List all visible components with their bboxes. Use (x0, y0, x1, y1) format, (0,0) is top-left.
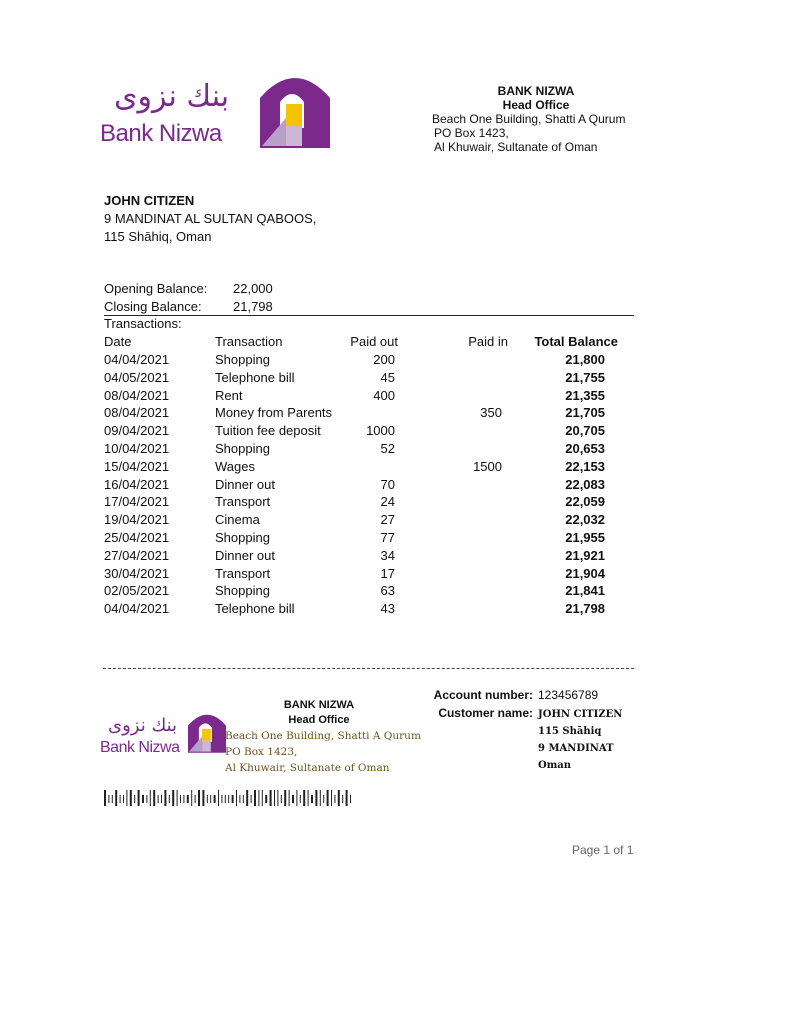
bank-address-line2: PO Box 1423, (434, 126, 509, 140)
transactions-header-row (0, 333, 791, 351)
cell-total-balance: 21,800 (565, 352, 605, 367)
cell-date: 16/04/2021 (104, 476, 170, 492)
customer-address-line1: 9 MANDINAT AL SULTAN QABOOS, (104, 211, 317, 226)
cell-paid-out: 52 (380, 441, 395, 456)
cell-paid-out: 45 (380, 369, 395, 385)
bank-header (432, 84, 632, 154)
slip-logo-arabic-text: بنك نزوى (108, 715, 178, 736)
cell-paid-in: 1500 (473, 458, 502, 474)
bank-arch-icon (260, 68, 330, 148)
table-row (0, 422, 791, 440)
cell-date: 25/04/2021 (104, 530, 170, 545)
account-number-label: Account number: (433, 688, 533, 702)
cell-paid-out: 17 (380, 565, 395, 581)
cell-paid-out: 77 (380, 530, 395, 545)
table-row (0, 582, 791, 600)
table-row (0, 476, 791, 494)
cell-transaction: Telephone bill (215, 601, 295, 617)
page-number: Page 1 of 1 (572, 843, 634, 857)
table-row (0, 404, 791, 422)
slip-account-details (0, 687, 791, 777)
bank-address-line1: Beach One Building, Shatti A Qurum (432, 112, 626, 126)
cell-paid-out: 43 (380, 601, 395, 617)
cell-transaction: Tuition fee deposit (215, 423, 321, 439)
cell-paid-out: 34 (380, 547, 395, 563)
cell-total-balance: 21,798 (565, 601, 605, 617)
cell-total-balance: 22,153 (565, 458, 605, 474)
cell-transaction: Telephone bill (215, 369, 295, 385)
cell-date: 04/04/2021 (104, 352, 170, 367)
cell-total-balance: 21,355 (565, 387, 605, 403)
customer-block (104, 192, 316, 246)
table-row (0, 565, 791, 583)
cell-total-balance: 21,755 (565, 369, 605, 385)
customer-address-line2: 115 Shāhiq, Oman (104, 229, 212, 244)
header-paid-in: Paid in (468, 334, 508, 349)
table-row (0, 351, 791, 369)
bank-name: BANK NIZWA (497, 84, 575, 98)
cell-date: 04/04/2021 (104, 601, 170, 617)
header-date: Date (104, 334, 132, 349)
cell-transaction: Dinner out (215, 547, 275, 563)
cell-date: 08/04/2021 (104, 405, 170, 421)
cell-paid-out: 24 (380, 494, 395, 510)
cell-transaction: Rent (215, 387, 243, 403)
customer-name-label: Customer name: (438, 706, 533, 720)
cell-transaction: Shopping (215, 441, 270, 456)
table-row (0, 600, 791, 618)
barcode-icon (104, 790, 356, 806)
header-transaction: Transaction (215, 334, 283, 349)
cell-total-balance: 21,921 (565, 547, 605, 563)
cell-paid-out: 400 (373, 387, 395, 403)
slip-bank-office: Head Office (288, 714, 350, 726)
header-total-balance: Total Balance (534, 334, 618, 349)
cell-date: 27/04/2021 (104, 547, 170, 563)
cell-total-balance: 21,705 (565, 405, 605, 421)
cell-paid-in: 350 (480, 405, 502, 421)
cell-transaction: Shopping (215, 352, 270, 367)
cell-transaction: Cinema (215, 512, 260, 528)
slip-bank-name: BANK NIZWA (283, 699, 355, 711)
header-paid-out: Paid out (350, 334, 398, 349)
cell-total-balance: 20,705 (565, 423, 605, 439)
logo-arabic-text: بنك نزوى (114, 79, 230, 114)
cell-transaction: Transport (215, 494, 271, 510)
cell-date: 19/04/2021 (104, 512, 170, 528)
cell-transaction: Money from Parents (215, 405, 333, 421)
table-row (0, 387, 791, 405)
opening-balance-label: Opening Balance: (104, 281, 208, 296)
opening-balance-value: 22,000 (233, 281, 273, 296)
cell-transaction: Wages (215, 458, 255, 474)
customer-line2: 115 Shāhiq (538, 726, 602, 737)
cell-date: 10/04/2021 (104, 441, 170, 456)
cell-date: 02/05/2021 (104, 583, 170, 599)
slip-logo-latin-text: Bank Nizwa (100, 739, 180, 756)
cell-date: 17/04/2021 (104, 494, 170, 510)
closing-balance-label: Closing Balance: (104, 299, 202, 314)
balances (0, 280, 791, 316)
cell-paid-out: 200 (373, 352, 395, 367)
logo-latin-text: Bank Nizwa (100, 120, 222, 147)
customer-name-value: JOHN CITIZEN (538, 709, 623, 720)
cell-paid-out: 63 (380, 583, 395, 599)
bank-office: Head Office (502, 98, 570, 112)
cell-total-balance: 21,841 (565, 583, 605, 599)
table-row (0, 369, 791, 387)
table-row (0, 458, 791, 476)
cell-date: 08/04/2021 (104, 387, 170, 403)
balance-divider (104, 315, 634, 316)
slip-address-line2: PO Box 1423, (225, 746, 298, 758)
cell-paid-out: 70 (380, 476, 395, 492)
cell-transaction: Dinner out (215, 476, 275, 492)
tear-off-line (103, 668, 634, 669)
cell-transaction: Shopping (215, 530, 270, 545)
cell-transaction: Transport (215, 565, 271, 581)
cell-total-balance: 21,955 (565, 530, 605, 545)
slip-address-line1: Beach One Building, Shatti A Qurum (225, 730, 421, 742)
transactions-title: Transactions: (104, 316, 182, 331)
header-logo (100, 68, 332, 150)
table-row (0, 547, 791, 565)
customer-line4: Oman (538, 760, 572, 771)
cell-total-balance: 20,653 (565, 441, 605, 456)
cell-paid-out: 1000 (366, 423, 395, 439)
table-row (0, 440, 791, 458)
cell-date: 15/04/2021 (104, 458, 170, 474)
cell-date: 04/05/2021 (104, 369, 170, 385)
customer-name: JOHN CITIZEN (104, 193, 195, 208)
cell-total-balance: 21,904 (565, 565, 605, 581)
closing-balance-value: 21,798 (233, 299, 273, 314)
cell-date: 09/04/2021 (104, 423, 170, 439)
cell-total-balance: 22,083 (565, 476, 605, 492)
slip-address-line3: Al Khuwair, Sultanate of Oman (225, 762, 390, 774)
cell-transaction: Shopping (215, 583, 270, 599)
cell-date: 30/04/2021 (104, 565, 170, 581)
table-row (0, 511, 791, 529)
bank-address-line3: Al Khuwair, Sultanate of Oman (434, 140, 598, 154)
customer-line3: 9 MANDINAT (538, 743, 614, 754)
table-row (0, 529, 791, 547)
cell-total-balance: 22,059 (565, 494, 605, 510)
cell-total-balance: 22,032 (565, 512, 605, 528)
table-row (0, 493, 791, 511)
account-number-value: 123456789 (538, 688, 599, 702)
cell-paid-out: 27 (380, 512, 395, 528)
